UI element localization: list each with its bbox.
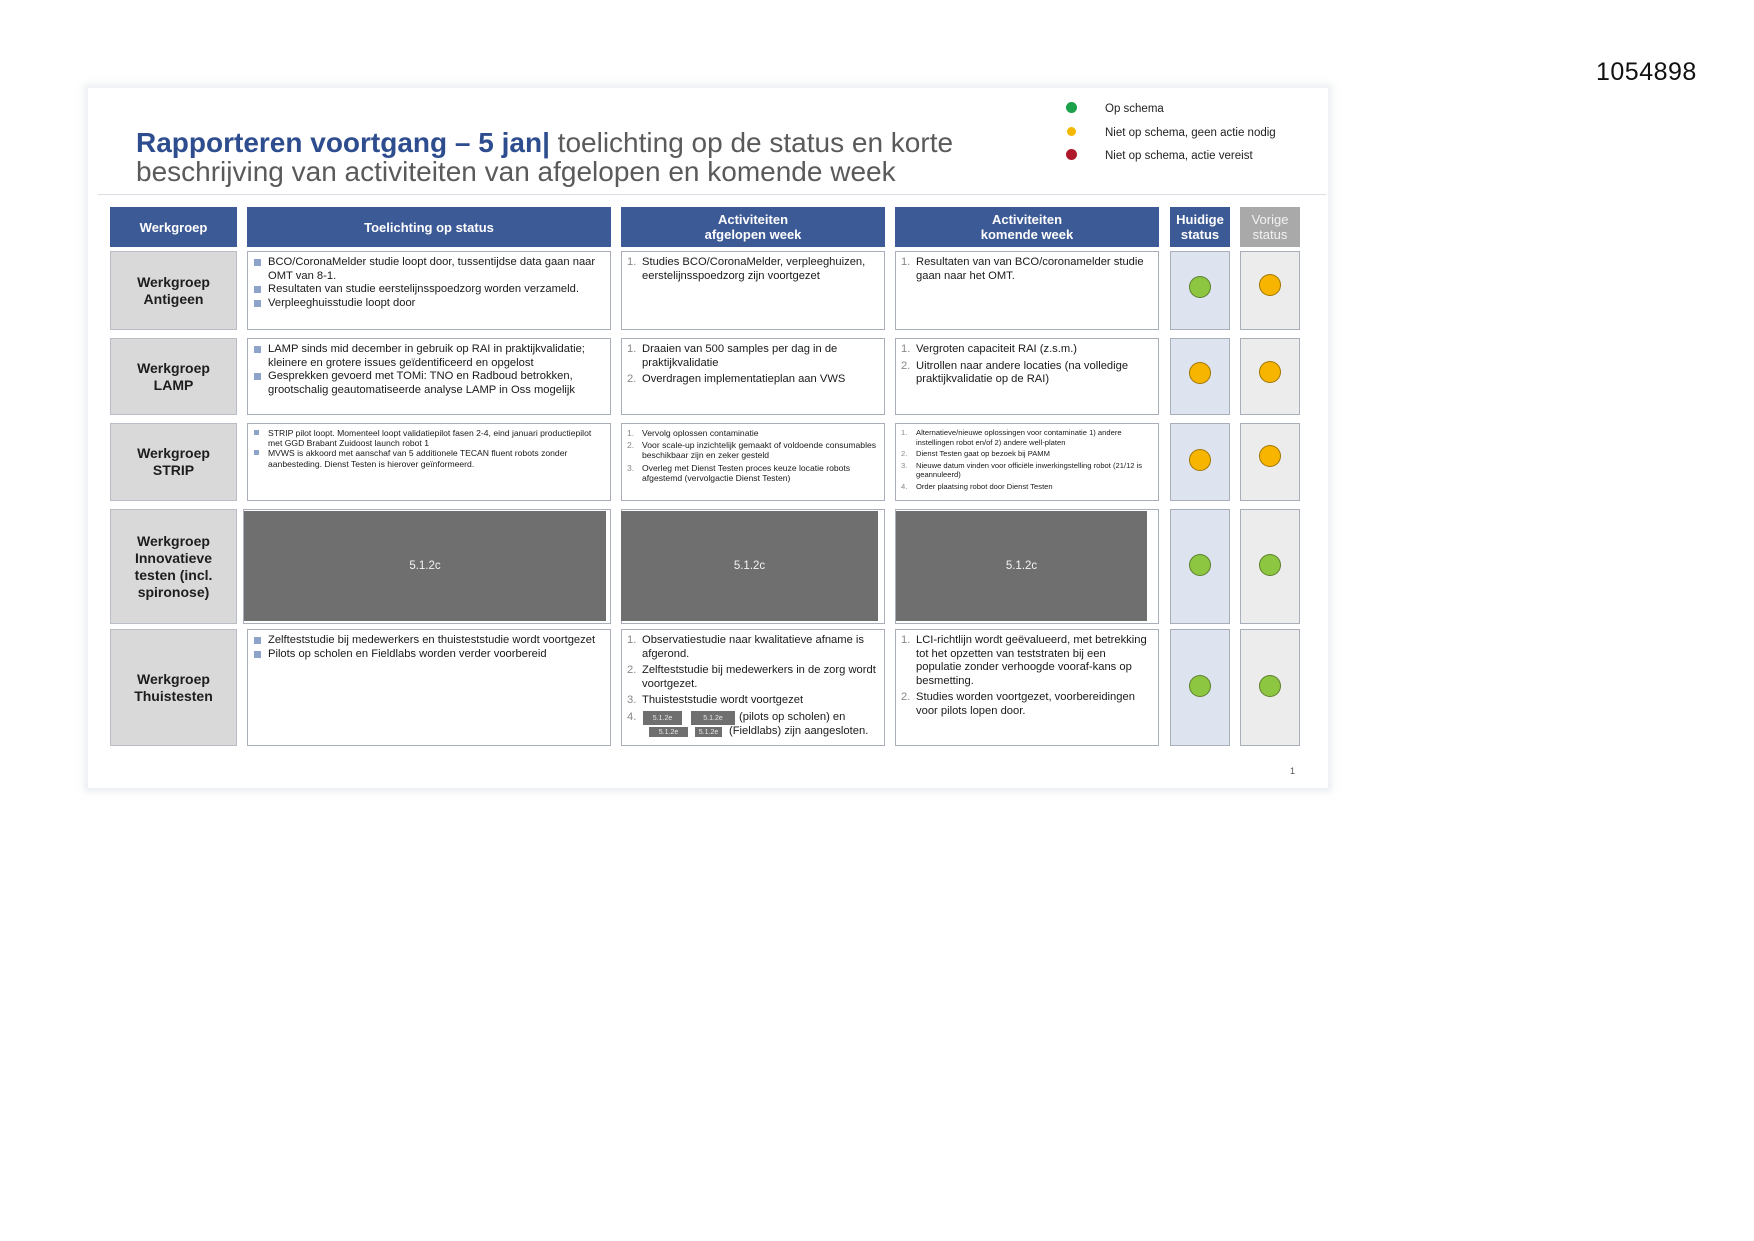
redaction-mark: 5.1.2e [643, 711, 682, 725]
status-dot-icon [1189, 362, 1211, 384]
toelichting-lamp [247, 338, 611, 415]
status-dot-icon [1189, 675, 1211, 697]
list-item: Gesprekken gevoerd met TOMi: TNO en Radboud betrokken, grootschalig geautomatiseerde analyse LAMP in Oss mogelijk [253, 370, 605, 397]
redaction-block: 5.1.2c [621, 511, 878, 621]
toelichting-strip [247, 423, 611, 501]
list-item: 2. Zelfteststudie bij medewerkers in de zorg wordt voortgezet. [627, 664, 876, 690]
vorige-status-antigeen [1240, 251, 1300, 330]
huidige-status-lamp [1170, 338, 1230, 415]
redaction-block: 5.1.2c [244, 511, 606, 621]
komende-lamp [895, 338, 1159, 415]
werkgroep-strip: Werkgroep STRIP [110, 423, 237, 501]
list-item: 2. Uitrollen naar andere locaties (na volledige praktijkvalidatie op de RAI) [901, 359, 1129, 386]
status-dot-icon [1189, 449, 1211, 471]
huidige-status-strip [1170, 423, 1230, 501]
list-item: 1. Vervolg oplossen contaminatie [627, 428, 759, 438]
list-item: 2. Voor scale-up inzichtelijk gemaakt of voldoende consumables beschikbaar zijn en zeker gesteld [627, 440, 877, 461]
list-item: 4. (pilots op scholen) en (Fieldlabs) zijn aangesloten. [627, 710, 869, 737]
list-item: BCO/CoronaMelder studie loopt door, tussentijdse data gaan naar OMT van 8-1. [253, 256, 605, 283]
afgelopen-antigeen [621, 251, 885, 330]
list-item: 1. LCI-richtlijn wordt geëvalueerd, met betrekking tot het opzetten van teststraten bij een populatie zonder verhoogde vooraf-kans op besmetting. [901, 634, 1147, 687]
legend-item-no-action: Niet op schema, geen actie nodig [1066, 124, 1326, 148]
list-item: LAMP sinds mid december in gebruik op RAI in praktijkvalidatie; kleinere en grotere issues geïdentificeerd en opgelost [253, 343, 605, 370]
list-item: 4. Order plaatsing robot door Dienst Testen [901, 481, 1053, 491]
list-item: Zelfteststudie bij medewerkers en thuisteststudie wordt voortgezet [253, 634, 605, 648]
komende-antigeen [895, 251, 1159, 330]
title-bold: Rapporteren voortgang – 5 jan| [136, 127, 550, 158]
slide-title [136, 128, 1036, 186]
list-item: 1. Observatiestudie naar kwalitatieve afname is afgerond. [627, 634, 864, 660]
document-id: 1054898 [1596, 58, 1697, 86]
vorige-status-lamp [1240, 338, 1300, 415]
list-item: 1. Resultaten van van BCO/coronamelder studie gaan naar het OMT. [901, 256, 1144, 282]
huidige-status-innovatieve-testen [1170, 509, 1230, 624]
title-divider [98, 194, 1326, 195]
header-werkgroep: Werkgroep [110, 207, 237, 247]
list-item: Resultaten van studie eerstelijnsspoedzorg worden verzameld. [253, 283, 605, 297]
list-item: 3. Thuisteststudie wordt voortgezet [627, 694, 804, 707]
status-dot-icon [1259, 445, 1281, 467]
status-dot-icon [1189, 554, 1211, 576]
afgelopen-lamp [621, 338, 885, 415]
huidige-status-antigeen [1170, 251, 1230, 330]
komende-thuistesten [895, 629, 1159, 746]
huidige-status-thuistesten [1170, 629, 1230, 746]
vorige-status-innovatieve-testen [1240, 509, 1300, 624]
status-dot-icon [1189, 276, 1211, 298]
list-item: 1. Vergroten capaciteit RAI (z.s.m.) [901, 343, 1078, 355]
list-item: Pilots op scholen en Fieldlabs worden verder voorbereid [253, 648, 605, 662]
list-item: 1. Studies BCO/CoronaMelder, verpleeghuizen, eerstelijnsspoedzorg zijn voortgezet [627, 256, 866, 282]
red-dot-icon [1066, 149, 1077, 160]
list-item: 1. Alternatieve/nieuwe oplossingen voor contaminatie 1) andere instellingen robot en/of 2) andere well-platen [901, 428, 1122, 447]
list-item: Verpleeghuisstudie loopt door [253, 297, 605, 311]
status-dot-icon [1259, 675, 1281, 697]
toelichting-thuistesten [247, 629, 611, 746]
list-item: 2. Dienst Testen gaat op bezoek bij PAMM [901, 449, 1050, 459]
vorige-status-thuistesten [1240, 629, 1300, 746]
komende-strip [895, 423, 1159, 501]
legend-item-on-schedule: Op schema [1066, 100, 1326, 124]
list-item: 2. Overdragen implementatieplan aan VWS [627, 373, 846, 386]
toelichting-antigeen [247, 251, 611, 330]
status-legend [1066, 100, 1326, 171]
list-item: MVWS is akkoord met aanschaf van 5 additionele TECAN fluent robots zonder aanbesteding. Dienst Testen is hierover geïnformeerd. [253, 448, 605, 468]
status-dot-icon [1259, 361, 1281, 383]
redaction-mark: 5.1.2e [691, 711, 735, 725]
status-dot-icon [1259, 554, 1281, 576]
header-komende: Activiteiten komende week [895, 207, 1159, 247]
header-afgelopen: Activiteiten afgelopen week [621, 207, 885, 247]
redaction-mark: 5.1.2e [695, 727, 722, 737]
page-number: 1 [1290, 766, 1296, 776]
redaction-block: 5.1.2c [896, 511, 1147, 621]
werkgroep-lamp: Werkgroep LAMP [110, 338, 237, 415]
amber-dot-icon [1067, 127, 1076, 136]
legend-item-action-required: Niet op schema, actie vereist [1066, 147, 1326, 171]
list-item: 2. Studies worden voortgezet, voorbereidingen voor pilots lopen door. [901, 691, 1135, 717]
vorige-status-strip [1240, 423, 1300, 501]
header-toelichting: Toelichting op status [247, 207, 611, 247]
green-dot-icon [1066, 102, 1077, 113]
afgelopen-strip [621, 423, 885, 501]
list-item: 3. Overleg met Dienst Testen proces keuze locatie robots afgestemd (vervolgactie Dienst Testen) [627, 462, 851, 483]
title-rest: toelichting op de status en korte beschrijving van activiteiten van afgelopen en komende week [136, 127, 954, 187]
list-item: 3. Nieuwe datum vinden voor officiële inwerkingstelling robot (21/12 is geannuleerd) [901, 460, 1143, 480]
redaction-mark: 5.1.2e [649, 727, 688, 737]
werkgroep-thuistesten: Werkgroep Thuistesten [110, 629, 237, 746]
werkgroep-antigeen: Werkgroep Antigeen [110, 251, 237, 330]
header-huidige-status: Huidige status [1170, 207, 1230, 247]
list-item: 1. Draaien van 500 samples per dag in de praktijkvalidatie [627, 343, 838, 369]
header-vorige-status: Vorige status [1240, 207, 1300, 247]
list-item: STRIP pilot loopt. Momenteel loopt validatiepilot fasen 2-4, eind januari productiepilot met GGD Brabant Zuidoost launch robot 1 [253, 428, 605, 448]
status-dot-icon [1259, 274, 1281, 296]
werkgroep-innovatieve-testen: Werkgroep Innovatieve testen (incl. spironose) [110, 509, 237, 624]
